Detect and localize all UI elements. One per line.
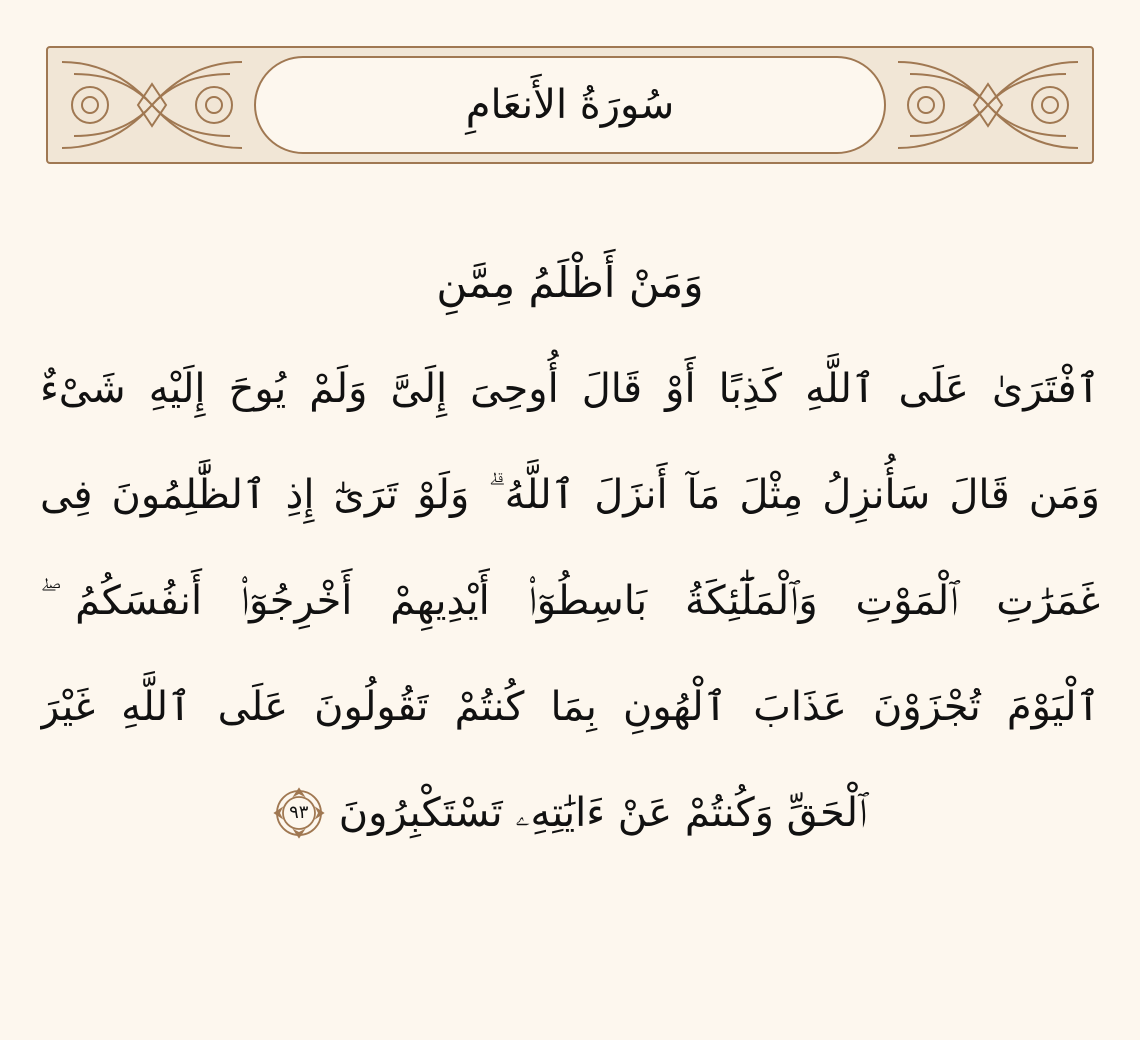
ayah-number: ٩٣ <box>289 802 309 823</box>
verse-line-4: غَمَرَٰتِ ٱلْمَوْتِ وَٱلْمَلَٰٓئِكَةُ بَاسِطُوٓا۟ أَيْدِيهِمْ أَخْرِجُوٓا۟ أَنفُسَكُمُ ۖ <box>40 578 1100 624</box>
verse-line-1: وَمَنْ أَظْلَمُ مِمَّنِ <box>436 258 704 307</box>
surah-title: سُورَةُ الأَنعَامِ <box>465 82 675 128</box>
verse-line-2: ٱفْتَرَىٰ عَلَى ٱللَّهِ كَذِبًا أَوْ قَالَ أُوحِىَ إِلَىَّ وَلَمْ يُوحَ إِلَيْهِ شَىْءٌ <box>40 366 1100 412</box>
verse-line-3: وَمَن قَالَ سَأُنزِلُ مِثْلَ مَآ أَنزَلَ ٱللَّهُ ۗ وَلَوْ تَرَىٰٓ إِذِ ٱلظَّٰلِمُونَ فِى <box>40 472 1100 518</box>
verse-text-block <box>40 230 1100 866</box>
ayah-end-marker <box>273 787 325 839</box>
surah-header-frame <box>46 46 1094 164</box>
arabesque-ornament-icon <box>54 54 250 156</box>
verse-line-6-container <box>40 760 1100 866</box>
verse-line-6: ٱلْحَقِّ وَكُنتُمْ عَنْ ءَايَٰتِهِۦ تَسْتَكْبِرُونَ <box>338 790 868 836</box>
arabesque-ornament-icon <box>890 54 1086 156</box>
verse-line-5: ٱلْيَوْمَ تُجْزَوْنَ عَذَابَ ٱلْهُونِ بِمَا كُنتُمْ تَقُولُونَ عَلَى ٱللَّهِ غَيْرَ <box>40 684 1100 730</box>
surah-title-cartouche <box>254 56 886 154</box>
